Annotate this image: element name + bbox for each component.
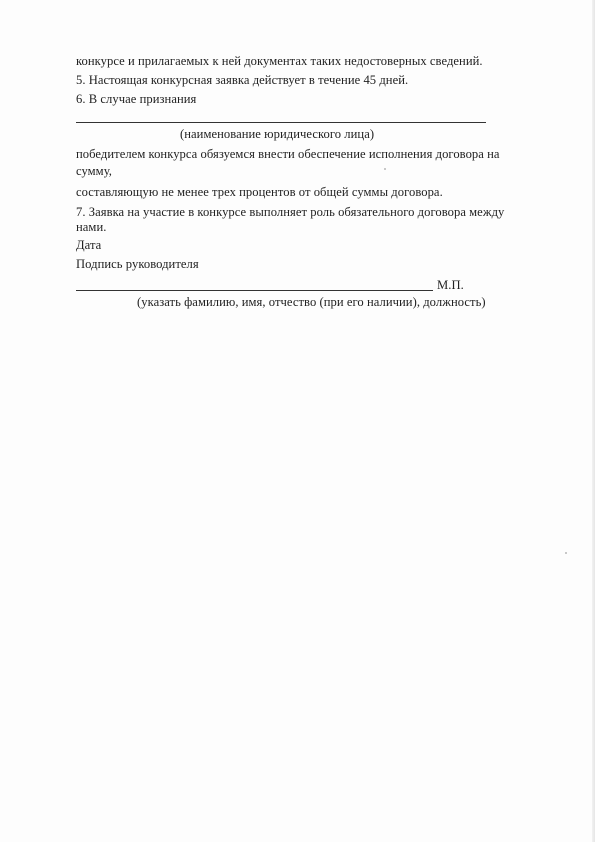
date-label: Дата: [76, 238, 102, 252]
signature-blank-line: [76, 290, 433, 291]
signature-caption: (указать фамилию, имя, отчество (при его наличии), должность): [137, 295, 486, 309]
text-line-documents-false-info: конкурсе и прилагаемых к ней документах таких недостоверных сведений.: [76, 54, 483, 68]
stamp-place-label: М.П.: [437, 278, 464, 292]
legal-entity-name-blank-line: [76, 122, 486, 123]
text-line-item-7: 7. Заявка на участие в конкурсе выполняет роль обязательного договора между: [76, 205, 505, 219]
text-line-amount: сумму,: [76, 164, 112, 178]
text-line-three-percent: составляющую не менее трех процентов от общей суммы договора.: [76, 185, 443, 199]
text-line-item-5-validity: 5. Настоящая конкурсная заявка действует в течение 45 дней.: [76, 73, 409, 87]
text-line-item-6-start: 6. В случае признания: [76, 92, 197, 106]
scan-speck: [565, 552, 567, 554]
signature-label: Подпись руководителя: [76, 257, 199, 271]
legal-entity-name-caption: (наименование юридического лица): [180, 127, 375, 141]
text-line-winner-obligation: победителем конкурса обязуемся внести обеспечение исполнения договора на: [76, 147, 500, 161]
scan-speck: [384, 168, 386, 170]
text-line-between-us: нами.: [76, 220, 107, 234]
